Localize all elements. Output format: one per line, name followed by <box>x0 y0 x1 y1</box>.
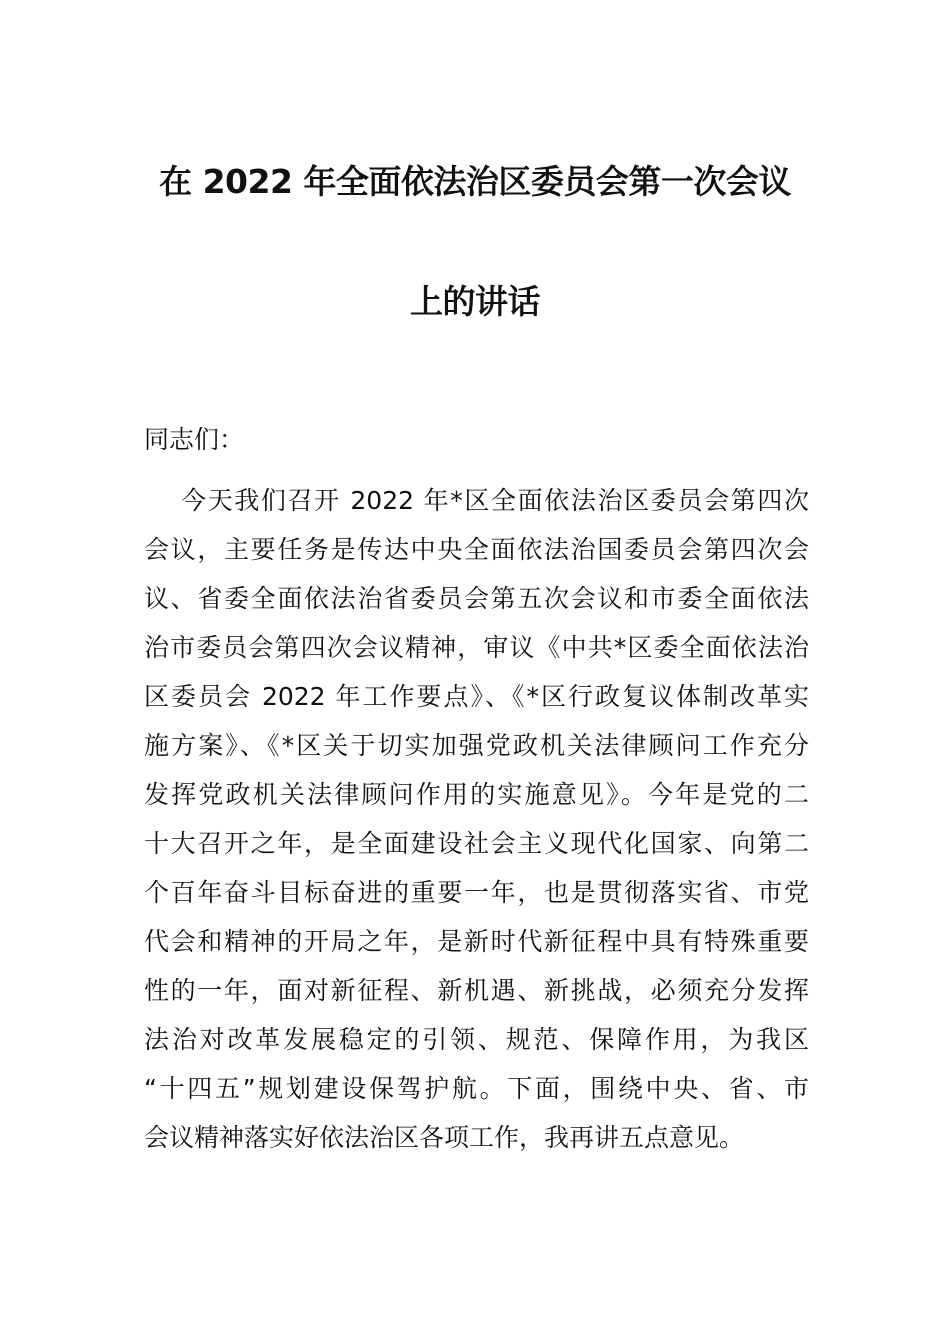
body-line: 十大召开之年，是全面建设社会主义现代化国家、向第二 <box>144 829 809 858</box>
document-title-line-2: 上的讲话 <box>410 282 540 321</box>
body-line: 治市委员会第四次会议精神，审议《中共*区委全面依法治 <box>144 633 809 662</box>
body-line: 施方案》、《*区关于切实加强党政机关法律顾问工作充分 <box>144 731 809 760</box>
body-line: 会议精神落实好依法治区各项工作，我再讲五点意见。 <box>144 1123 745 1152</box>
body-line: 区委员会 2022 年工作要点》、《*区行政复议体制改革实 <box>144 682 809 711</box>
body-line: 发挥党政机关法律顾问作用的实施意见》。今年是党的二 <box>144 780 809 809</box>
document-title-line-1: 在 2022 年全面依法治区委员会第一次会议 <box>159 162 791 201</box>
body-line: 法治对改革发展稳定的引领、规范、保障作用，为我区 <box>144 1025 809 1054</box>
salutation: 同志们： <box>144 425 245 454</box>
body-line: 会议，主要任务是传达中央全面依法治国委员会第四次会 <box>144 535 809 564</box>
body-line: 议、省委全面依法治省委员会第五次会议和市委全面依法 <box>144 584 809 613</box>
body-line: 性的一年，面对新征程、新机遇、新挑战，必须充分发挥 <box>144 976 809 1005</box>
body-line: “十四五”规划建设保驾护航。下面，围绕中央、省、市 <box>144 1074 809 1103</box>
body-line: 个百年奋斗目标奋进的重要一年，也是贯彻落实省、市党 <box>144 878 809 907</box>
body-line: 今天我们召开 2022 年*区全面依法治区委员会第四次 <box>181 486 809 515</box>
body-line: 代会和精神的开局之年，是新时代新征程中具有特殊重要 <box>144 927 809 956</box>
